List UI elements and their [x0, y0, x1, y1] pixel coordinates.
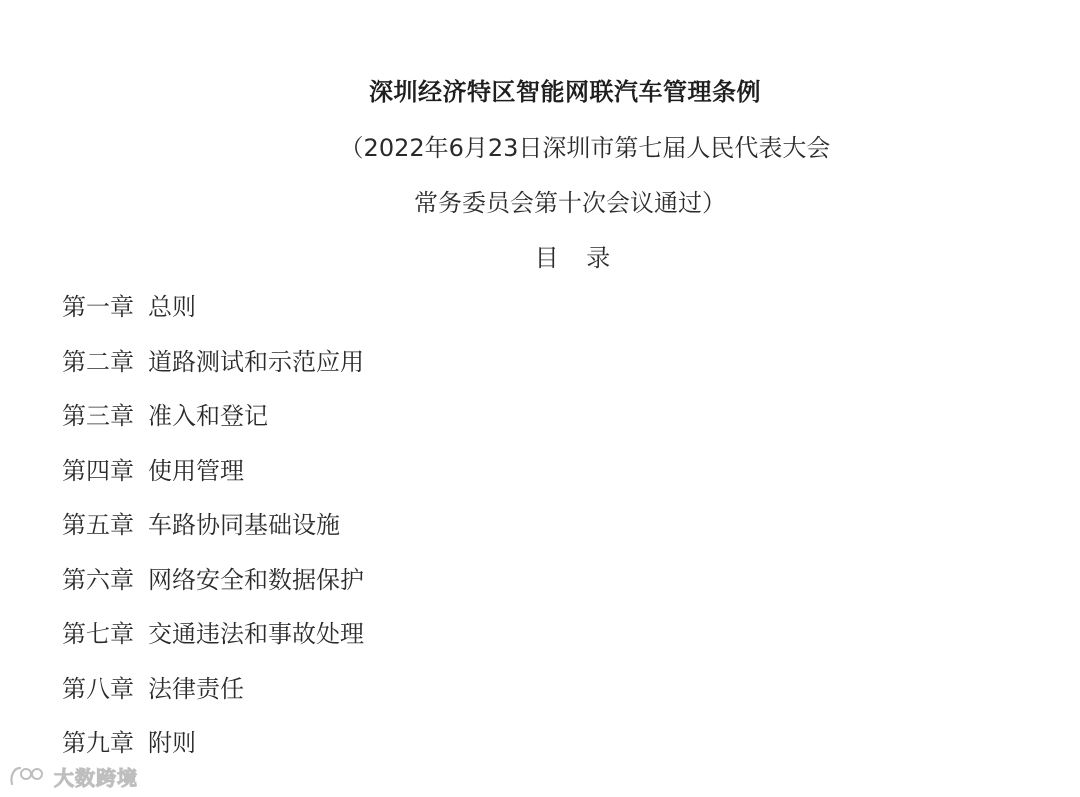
chapter-number: 第二章: [62, 347, 134, 376]
chapter-number: 第四章: [62, 456, 134, 485]
chapter-title: 使用管理: [148, 456, 244, 485]
chapter-title: 总则: [148, 293, 196, 321]
document-title: 深圳经济特区智能网联汽车管理条例: [369, 78, 761, 106]
chapter-title: 准入和登记: [148, 402, 268, 430]
watermark: [8, 762, 138, 790]
chapter-number: 第八章: [62, 674, 134, 703]
chapter-title: 交通违法和事故处理: [148, 620, 364, 648]
chapter-title: 道路测试和示范应用: [148, 347, 364, 376]
adoption-note-line-2: 常务委员会第十次会议通过）: [414, 189, 726, 217]
chapter-number: 第一章: [62, 293, 134, 321]
adoption-note-line-1: （2022年6月23日深圳市第七届人民代表大会: [339, 134, 831, 162]
watermark-text: 大数跨境: [54, 765, 138, 790]
toc-item: [62, 617, 364, 672]
chapter-number: 第七章: [62, 620, 134, 648]
chapter-title: 车路协同基础设施: [148, 511, 340, 539]
toc-item: [62, 672, 364, 727]
toc-item: [62, 454, 364, 509]
toc-heading: 目 录: [534, 244, 621, 272]
chapter-number: 第九章: [62, 729, 134, 757]
toc-item: [62, 508, 364, 563]
chapter-number: 第三章: [62, 402, 134, 430]
brand-logo-icon: [8, 764, 48, 788]
chapter-number: 第五章: [62, 511, 134, 539]
chapter-title: 网络安全和数据保护: [148, 565, 364, 594]
toc-item: [62, 563, 364, 618]
chapter-title: 法律责任: [148, 674, 244, 703]
chapter-title: 附则: [148, 729, 196, 757]
toc-item: [62, 345, 364, 400]
chapter-number: 第六章: [62, 565, 134, 594]
table-of-contents: [62, 290, 364, 781]
toc-item: [62, 399, 364, 454]
toc-item: [62, 290, 364, 345]
